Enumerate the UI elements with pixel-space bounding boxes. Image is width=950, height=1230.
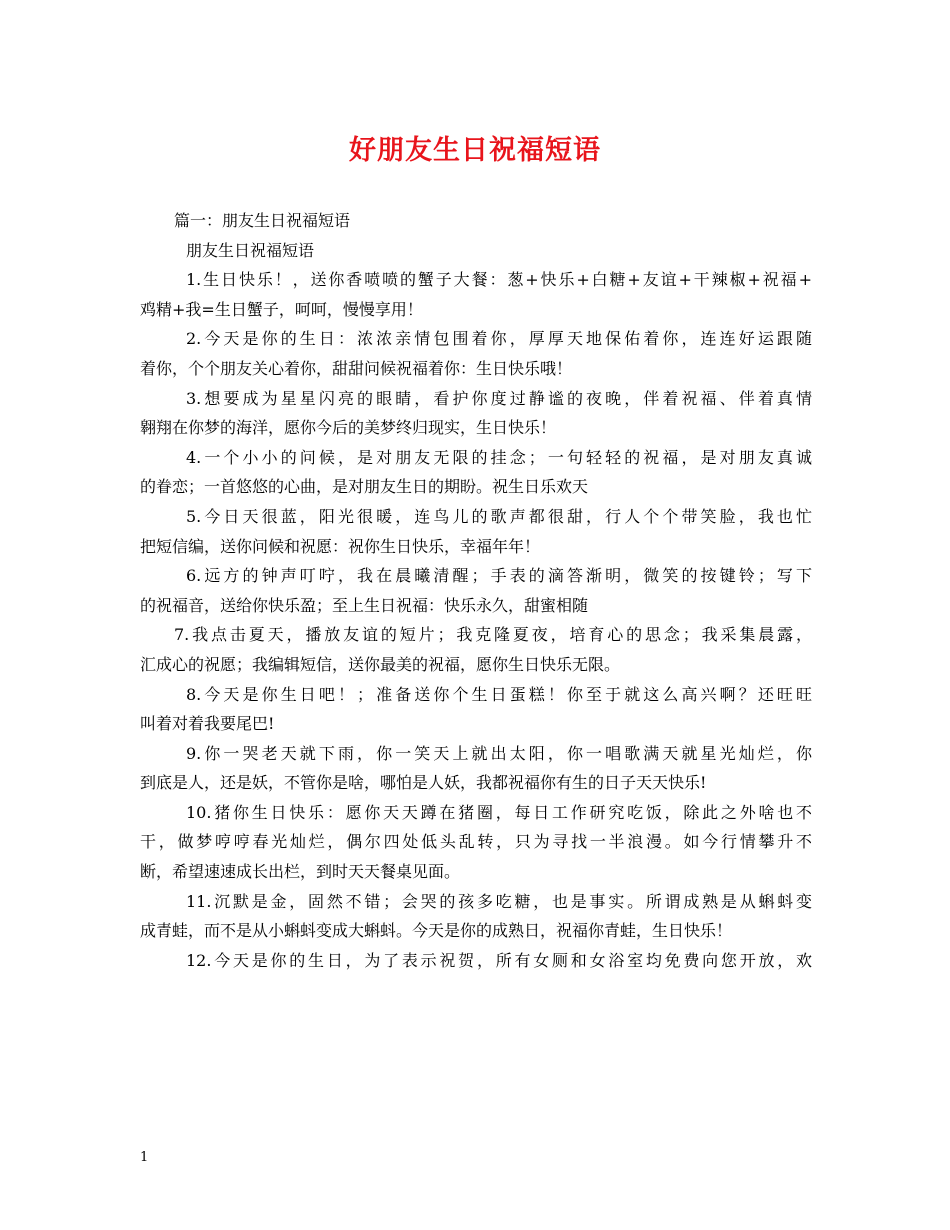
paragraph-line: 12.今天是你的生日，为了表示祝贺，所有女厕和女浴室均免费向您开放，欢 <box>186 950 812 970</box>
paragraph <box>140 946 812 976</box>
paragraph-line: 翱翔在你梦的海洋，愿你今后的美梦终归现实，生日快乐！ <box>140 418 557 438</box>
paragraph-line: 10.猪你生日快乐：愿你天天蹲在猪圈，每日工作研究吃饭，除此之外啥也不 <box>186 802 812 822</box>
paragraph <box>140 620 812 679</box>
paragraph-line: 汇成心的祝愿；我编辑短信，送你最美的祝福，愿你生日快乐无限。 <box>140 654 621 674</box>
paragraph <box>140 265 812 324</box>
paragraph-line: 的眷恋；一首悠悠的心曲，是对朋友生日的期盼。祝生日乐欢天 <box>140 477 589 497</box>
paragraph-line: 的祝福音，送给你快乐盈；至上生日祝福：快乐永久，甜蜜相随 <box>140 595 589 615</box>
paragraph-line: 干，做梦哼哼春光灿烂，偶尔四处低头乱转，只为寻找一半浪漫。如今行情攀升不 <box>140 832 812 852</box>
subheading: 朋友生日祝福短语 <box>186 240 315 260</box>
paragraph-line: 2.今天是你的生日：浓浓亲情包围着你，厚厚天地保佑着你，连连好运跟随 <box>186 329 812 349</box>
paragraph <box>140 384 812 443</box>
page-number: 1 <box>140 1150 149 1165</box>
paragraph <box>140 739 812 798</box>
paragraph-line: 8.今天是你生日吧！；准备送你个生日蛋糕！你至于就这么高兴啊？还旺旺 <box>186 684 812 704</box>
paragraph-line: 6.远方的钟声叮咛，我在晨曦清醒；手表的滴答渐明，微笑的按键铃；写下 <box>186 566 812 586</box>
paragraph-line: 4.一个小小的问候，是对朋友无限的挂念；一句轻轻的祝福，是对朋友真诚 <box>186 447 812 467</box>
paragraph-line: 叫着对着我要尾巴! <box>140 714 275 734</box>
paragraph-list <box>140 265 812 975</box>
paragraph-line: 成青蛙，而不是从小蝌蚪变成大蝌蚪。今天是你的成熟日，祝福你青蛙，生日快乐！ <box>140 921 733 941</box>
paragraph <box>140 887 812 946</box>
paragraph-line: 9.你一哭老天就下雨，你一笑天上就出太阳，你一唱歌满天就星光灿烂，你 <box>186 743 812 763</box>
paragraph-line: 3.想要成为星星闪亮的眼睛，看护你度过静谧的夜晚，伴着祝福、伴着真情 <box>186 388 812 408</box>
paragraph-line: 11.沉默是金，固然不错；会哭的孩多吃糖，也是事实。所谓成熟是从蝌蚪变 <box>186 891 812 911</box>
paragraph-line: 到底是人，还是妖，不管你是啥，哪怕是人妖，我都祝福你有生的日子天天快乐! <box>140 773 707 793</box>
paragraph-line: 5.今日天很蓝，阳光很暖，连鸟儿的歌声都很甜，行人个个带笑脸，我也忙 <box>186 506 812 526</box>
paragraph <box>140 561 812 620</box>
paragraph-line: 把短信编，送你问候和祝愿：祝你生日快乐，幸福年年！ <box>140 536 541 556</box>
document-body <box>140 206 812 975</box>
paragraph-line: 断，希望速速成长出栏，到时天天餐桌见面。 <box>140 862 461 882</box>
paragraph-line: 着你，个个朋友关心着你，甜甜问候祝福着你：生日快乐哦！ <box>140 358 573 378</box>
paragraph-line: 1.生日快乐！，送你香喷喷的蟹子大餐：葱+快乐+白糖+友谊+干辣椒+祝福+ <box>186 270 812 290</box>
paragraph <box>140 798 812 887</box>
paragraph <box>140 443 812 502</box>
document-title: 好朋友生日祝福短语 <box>349 135 601 166</box>
paragraph <box>140 680 812 739</box>
paragraph-line: 7.我点击夏天，播放友谊的短片；我克隆夏夜，培育心的思念；我采集晨露， <box>174 625 812 645</box>
paragraph-line: 鸡精+我=生日蟹子，呵呵，慢慢享用！ <box>140 299 423 319</box>
section-heading: 篇一：朋友生日祝福短语 <box>174 211 351 230</box>
paragraph <box>140 502 812 561</box>
paragraph <box>140 324 812 383</box>
